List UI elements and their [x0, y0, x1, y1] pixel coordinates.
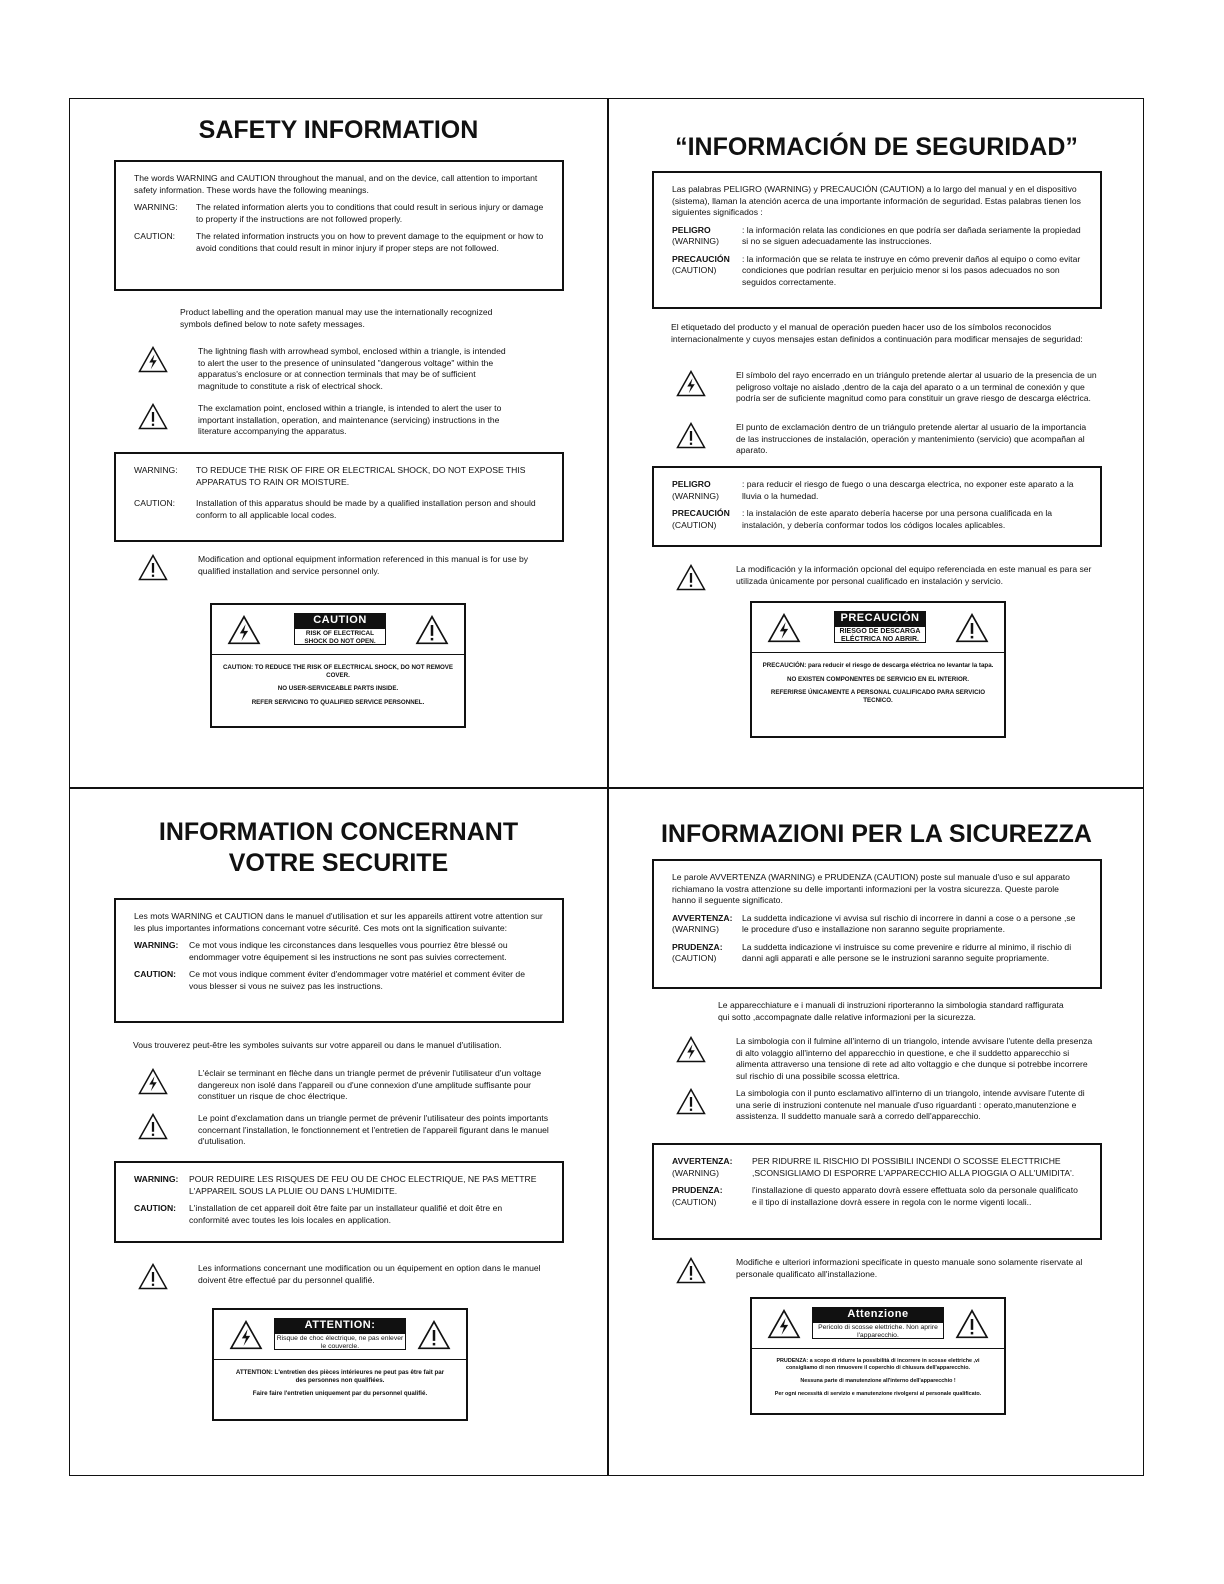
caution-label: PRECAUCIÓN: [672, 253, 730, 264]
symbol-excl-row: [676, 1088, 1098, 1123]
modification-row: [138, 1263, 560, 1290]
exclamation-triangle-icon: [138, 1263, 168, 1290]
exclamation-triangle-icon: [676, 1088, 706, 1115]
sticker-line3: REFERIRSE ÚNICAMENTE A PERSONAL CUALIFICADO PARA SERVICIO TECNICO.: [770, 689, 986, 704]
sticker-line2: Faire faire l'entretien uniquement par du personnel qualifié.: [252, 1390, 428, 1398]
exclamation-triangle-icon: [415, 615, 449, 645]
symbol-excl-text: The exclamation point, enclosed within a triangle, is intended to alert the user to important installation, operation, and maintenance (servicing) instructions in the literature accompanying the apparatus.: [198, 403, 502, 436]
warning-label: WARNING:: [134, 202, 178, 212]
warning-box-english: [114, 452, 564, 542]
meanings-box-french: [114, 898, 564, 1023]
sticker-head: PRECAUCIÓN: [834, 611, 926, 626]
caution-text: The related information instructs you on how to prevent damage to the equipment or how to avoid conditions that could result in minor injury if proper steps are not followed.: [196, 231, 544, 253]
caution-text: L'installation de cet appareil doit être faite par un installateur qualifié et doit être en conformité avec toutes les lois locales en application.: [189, 1203, 503, 1225]
sticker-line1: ATTENTION: L'entretien des pièces intérieures ne peut pas être fait par des personnes non qualifiées.: [235, 1369, 445, 1384]
warning-text: : para reducir el riesgo de fuego o una descarga electrica, no exponer este aparato a la lluvia o la humedad.: [742, 479, 1074, 501]
warning-text: The related information alerts you to conditions that could result in serious injury or damage to property if the instructions are not followed properly.: [196, 202, 544, 224]
warning-row: [134, 1174, 544, 1197]
warning-row: [672, 479, 1082, 502]
sticker-line1: CAUTION: TO REDUCE THE RISK OF ELECTRICAL SHOCK, DO NOT REMOVE COVER.: [222, 664, 454, 679]
lightning-triangle-icon: [767, 1309, 801, 1339]
caution-label-sticker: [210, 603, 466, 728]
caution-label-sticker: [750, 1297, 1006, 1415]
symbol-excl-row: [138, 1113, 560, 1148]
caution-text: La suddetta indicazione vi instruisce su come prevenire e ridurre al minimo, il rischio di danni agli apparati e alle persone se le instruzioni saranno seguite propriamente.: [742, 941, 1072, 963]
caution-label: PRUDENZA:: [672, 1185, 723, 1195]
caution-row: [672, 942, 1082, 965]
symbols-intro: Vous trouverez peut-être les symboles suivants sur votre appareil ou dans le manuel d'utilisation.: [133, 1040, 502, 1050]
caution-label: PRECAUCIÓN: [672, 508, 730, 518]
title-line2: VOTRE SECURITE: [228, 849, 449, 877]
warning-label: PELIGRO: [672, 224, 711, 235]
sticker-sub: Risque de choc électrique, ne pas enlever le couvercle.: [274, 1333, 406, 1350]
caution-label: CAUTION:: [134, 231, 176, 241]
title-line1: INFORMATION CONCERNANT: [158, 818, 519, 846]
warning-sub: (WARNING): [672, 490, 719, 501]
modification-text: La modificación y la información opcional del equipo referenciada en este manual es para ser utilizada únicamente por personal cualificado en instalación y servicio.: [736, 564, 1092, 586]
symbols-intro: Product labelling and the operation manual may use the internationally recognized symbols defined below to note safety messages.: [180, 307, 493, 329]
caution-label: CAUTION:: [134, 498, 176, 508]
modification-text: Modifiche e ulteriori informazioni specificate in questo manuale sono solamente riservate al personale qualificato all'installazione.: [736, 1257, 1083, 1279]
symbol-flash-text: L'éclair se terminant en flèche dans un triangle permet de prévenir l'utilisateur d'un voltage dangereux non isolé dans l'appareil ou d'une connexion d'une amplitude suffisante pour constituer un risque de choc électrique.: [198, 1068, 542, 1101]
meanings-box-italian: [652, 859, 1102, 989]
symbol-flash-text: El símbolo del rayo encerrado en un triángulo pretende alertar al usuario de la presencia de un peligroso voltaje no aislado ,dentro de la caja del aparato o a un terminal de conexión y que podría ser de suficiente magnitud como para constituir un grave riesgo de descarga eléctrica.: [736, 370, 1097, 403]
warning-label: WARNING:: [134, 940, 179, 950]
warning-text: PER RIDURRE IL RISCHIO DI POSSIBILI INCENDI O SCOSSE ELECTTRICHE ,SCONSIGLIAMO DI ESPORRE L'APPARECCHIO ALLA PIOGGIA O ALL'UMIDITA'.: [752, 1156, 1075, 1178]
caution-sub: (CAUTION): [672, 953, 717, 963]
symbol-flash-row: [676, 1036, 1098, 1082]
title-english: SAFETY INFORMATION: [198, 116, 479, 144]
exclamation-triangle-icon: [676, 422, 706, 449]
caution-sub: (CAUTION): [672, 265, 717, 275]
exclamation-triangle-icon: [138, 1113, 168, 1140]
caution-label-sticker: [750, 601, 1006, 738]
meanings-intro: Le parole AVVERTENZA (WARNING) e PRUDENZA (CAUTION) poste sul manuale d'uso e sul apparato richiamano la vostra attenzione su delle importanti informazioni per la vostra sicurezza. Queste parole hanno il seguente significato.: [672, 872, 1070, 905]
symbol-excl-text: Le point d'exclamation dans un triangle permet de prévenir l'utilisateur des points importants concernant l'installation, le fonctionnement et l'entretien de l'appareil figurant dans le manuel d'utulisation.: [198, 1113, 549, 1146]
modification-row: [138, 554, 560, 581]
warning-text: La suddetta indicazione vi avvisa sul rischio di incorrere in danni a cose o a persone ,se le procedure d'uso e installazione non saranno seguite propriamente.: [742, 912, 1076, 934]
caution-row: [134, 1203, 544, 1226]
caution-text: Ce mot vous indique comment éviter d'endommager votre matériel et comment éviter de vous blesser si vous ne suivez pas les instructions.: [189, 969, 525, 991]
sticker-line2: Nessuna parte di manutenzione all'interno dell'apparecchio !: [800, 1378, 956, 1384]
warning-label: PELIGRO: [672, 479, 711, 489]
modification-row: [676, 564, 1098, 591]
caution-sub: (CAUTION): [672, 519, 717, 530]
sticker-sub: RISK OF ELECTRICAL SHOCK DO NOT OPEN.: [294, 628, 386, 645]
warning-sub: (WARNING): [672, 236, 719, 246]
caution-label: CAUTION:: [134, 1203, 177, 1213]
exclamation-triangle-icon: [138, 403, 168, 430]
caution-row: [134, 498, 544, 521]
warning-text: : la información relata las condiciones en que podría ser dañada seriamente la propiedad si no se siguen adecuadamente las instrucciones.: [742, 224, 1081, 246]
warning-row: [672, 1156, 1082, 1179]
section-italian: [608, 788, 1145, 1476]
warning-sub: (WARNING): [672, 924, 719, 934]
symbol-flash-text: La simbologia con il fulmine all'interno di un triangolo, intende avvisare l'utente della presenza di alto volaggio all'interno del apparecchio in questione, e che il suddetto apparecchio si alimenta attraverso una tensione di rete ad alto voltaggio e che dunque si potrebbe incorrere sul rischio di una possibile scossa elettrica.: [736, 1036, 1093, 1081]
lightning-triangle-icon: [767, 613, 801, 643]
modification-text: Les informations concernant une modification ou un équipement en option dans le manuel doivent être effectué par du personnel qualifié.: [198, 1263, 541, 1285]
warning-text: Ce mot vous indique les circonstances dans lesquelles vous pourriez être blessé ou endommager votre équipement si les instructions ne sont pas suivies correctement.: [189, 940, 508, 962]
warning-row: [134, 202, 544, 225]
symbol-excl-row: [138, 403, 508, 438]
symbol-excl-row: [676, 422, 1098, 457]
symbols-intro: El etiquetado del producto y el manual de operación pueden hacer uso de los símbolos reconocidos internacionalmente y cuyos mensajes estan definidos a continuación para modificar mensajes de seguridad:: [671, 322, 1083, 344]
symbol-excl-text: La simbologia con il punto esclamativo all'interno di un triangolo, intende avvisare l'utente di una serie di instruzioni contenute nel manuale d'uso riguardanti : operato,manutenzione e assistenza. Il suddetto manuale sarà a corredo dell'apparecchio.: [736, 1088, 1085, 1121]
caution-text: : la información que se relata te instruye en cómo prevenir daños al equipo o como evitar condiciones que podrían resultar en perjuicio menor si los pasos adecuados no son seguidos correctamente.: [742, 253, 1081, 287]
lightning-triangle-icon: [138, 1068, 168, 1095]
symbol-flash-row: [676, 370, 1098, 405]
sticker-head: ATTENTION:: [274, 1318, 406, 1333]
warning-label: AVVERTENZA:: [672, 1156, 733, 1166]
caution-text: Installation of this apparatus should be made by a qualified installation person and should conform to all applicable local codes.: [196, 498, 536, 520]
exclamation-triangle-icon: [955, 1309, 989, 1339]
section-french: [70, 788, 607, 1476]
meanings-box-spanish: [652, 171, 1102, 309]
exclamation-triangle-icon: [676, 1257, 706, 1284]
symbol-flash-text: The lightning flash with arrowhead symbol, enclosed within a triangle, is intended to alert the user to the presence of uninsulated "dangerous voltage" within the apparatus's enclosure or at connection terminals that may be of sufficient magnitude to constitute a risk of electrical shock.: [198, 346, 506, 391]
section-english: [70, 99, 607, 787]
warning-text: POUR REDUIRE LES RISQUES DE FEU OU DE CHOC ELECTRIQUE, NE PAS METTRE L'APPAREIL SOUS LA PLUIE OU DANS L'HUMIDITE.: [189, 1174, 537, 1196]
warning-label: WARNING:: [134, 1174, 179, 1184]
meanings-intro: Les mots WARNING et CAUTION dans le manuel d'utilisation et sur les appareils attirent votre attention sur les plus importantes informations concernant votre sécurité. Ces mots ont la signification suivante:: [134, 911, 543, 933]
lightning-triangle-icon: [229, 1320, 263, 1350]
exclamation-triangle-icon: [955, 613, 989, 643]
lightning-triangle-icon: [227, 615, 261, 645]
sticker-line3: REFER SERVICING TO QUALIFIED SERVICE PERSONNEL.: [251, 698, 425, 706]
warning-box-french: [114, 1161, 564, 1243]
sticker-line2: NO USER-SERVICEABLE PARTS INSIDE.: [277, 685, 399, 693]
caution-row: [134, 969, 544, 992]
caution-label: PRUDENZA:: [672, 941, 723, 952]
lightning-triangle-icon: [676, 1036, 706, 1063]
caution-row: [134, 231, 544, 254]
symbols-intro: Le apparecchiature e i manuali di instruzioni riporteranno la simbologia standard raffigurata qui sotto ,accompagnate dalle relative informazioni per la sicurezza.: [718, 1000, 1064, 1022]
warning-box-italian: [652, 1143, 1102, 1240]
caution-label-sticker: [212, 1308, 468, 1421]
modification-text: Modification and optional equipment information referenced in this manual is for use by qualified installation and service personnel only.: [198, 554, 529, 576]
safety-sheet: [69, 98, 1144, 1476]
warning-sub: (WARNING): [672, 1167, 719, 1178]
warning-label: AVVERTENZA:: [672, 912, 733, 923]
symbol-flash-row: [138, 1068, 560, 1103]
caution-label: CAUTION:: [134, 969, 177, 979]
lightning-triangle-icon: [138, 346, 168, 373]
sticker-head: CAUTION: [294, 613, 386, 628]
sticker-head: Attenzione: [812, 1307, 944, 1322]
exclamation-triangle-icon: [676, 564, 706, 591]
caution-row: [672, 1185, 1082, 1208]
meanings-intro: Las palabras PELIGRO (WARNING) y PRECAUCIÓN (CAUTION) a lo largo del manual y en el dispositivo (sistema), llaman la atención acerca de una importante información de seguridad. Estas palabras tienen los siguientes significados :: [672, 184, 1081, 217]
warning-row: [134, 465, 544, 488]
lightning-triangle-icon: [676, 370, 706, 397]
caution-sub: (CAUTION): [672, 1196, 717, 1207]
warning-row: [672, 913, 1082, 936]
exclamation-triangle-icon: [417, 1320, 451, 1350]
caution-row: [672, 254, 1082, 289]
sticker-line1: PRECAUCIÓN: para reducir el riesgo de descarga eléctrica no levantar la tapa.: [762, 662, 994, 669]
section-spanish: [608, 99, 1145, 787]
exclamation-triangle-icon: [138, 554, 168, 581]
sticker-line3: Per ogni necessità di servizio e manutenzione rivolgersi al personale qualificato.: [774, 1391, 982, 1397]
title-spanish: “INFORMACIÓN DE SEGURIDAD”: [675, 133, 1078, 161]
warning-row: [134, 940, 544, 963]
caution-row: [672, 508, 1082, 531]
sticker-sub: Pericolo di scosse elettriche. Non aprire l'apparecchio.: [812, 1322, 944, 1339]
symbol-flash-row: [138, 346, 508, 392]
warning-text: TO REDUCE THE RISK OF FIRE OR ELECTRICAL SHOCK, DO NOT EXPOSE THIS APPARATUS TO RAIN OR MOISTURE.: [196, 465, 526, 487]
sticker-line1: PRUDENZA: a scopo di ridurre la possibilità di incorrere in scosse elettriche ,vi consigliamo di non rimuovere il coperchio di chiusura dell'apparecchio.: [776, 1358, 980, 1371]
sticker-line2: NO EXISTEN COMPONENTES DE SERVICIO EN EL INTERIOR.: [787, 675, 969, 683]
caution-text: l'installazione di questo apparato dovrà essere effettuata solo da personale qualificato e il tipo di installazione dovrà essere in regola con le norme vigenti locali..: [752, 1185, 1078, 1207]
sticker-sub: RIESGO DE DESCARGA ELÉCTRICA NO ABRIR.: [834, 626, 926, 643]
caution-text: : la instalación de este aparato debería hacerse por una persona cualificada en la instalación, y debería conformar todos los códigos locales aplicables.: [742, 508, 1053, 530]
warning-label: WARNING:: [134, 465, 178, 475]
warning-box-spanish: [652, 466, 1102, 547]
title-french: [70, 817, 607, 879]
meanings-intro: The words WARNING and CAUTION throughout the manual, and on the device, call attention to important safety information. These words have the following meanings.: [134, 173, 538, 195]
symbol-excl-text: El punto de exclamación dentro de un triángulo pretende alertar al usuario de la importancia de las instrucciones de instalación, operación y mantenimiento (servicio) que acompañan al aparato.: [736, 422, 1087, 455]
meanings-box-english: [114, 160, 564, 291]
title-italian: INFORMAZIONI PER LA SICUREZZA: [660, 820, 1092, 848]
modification-row: [676, 1257, 1098, 1284]
warning-row: [672, 225, 1082, 248]
